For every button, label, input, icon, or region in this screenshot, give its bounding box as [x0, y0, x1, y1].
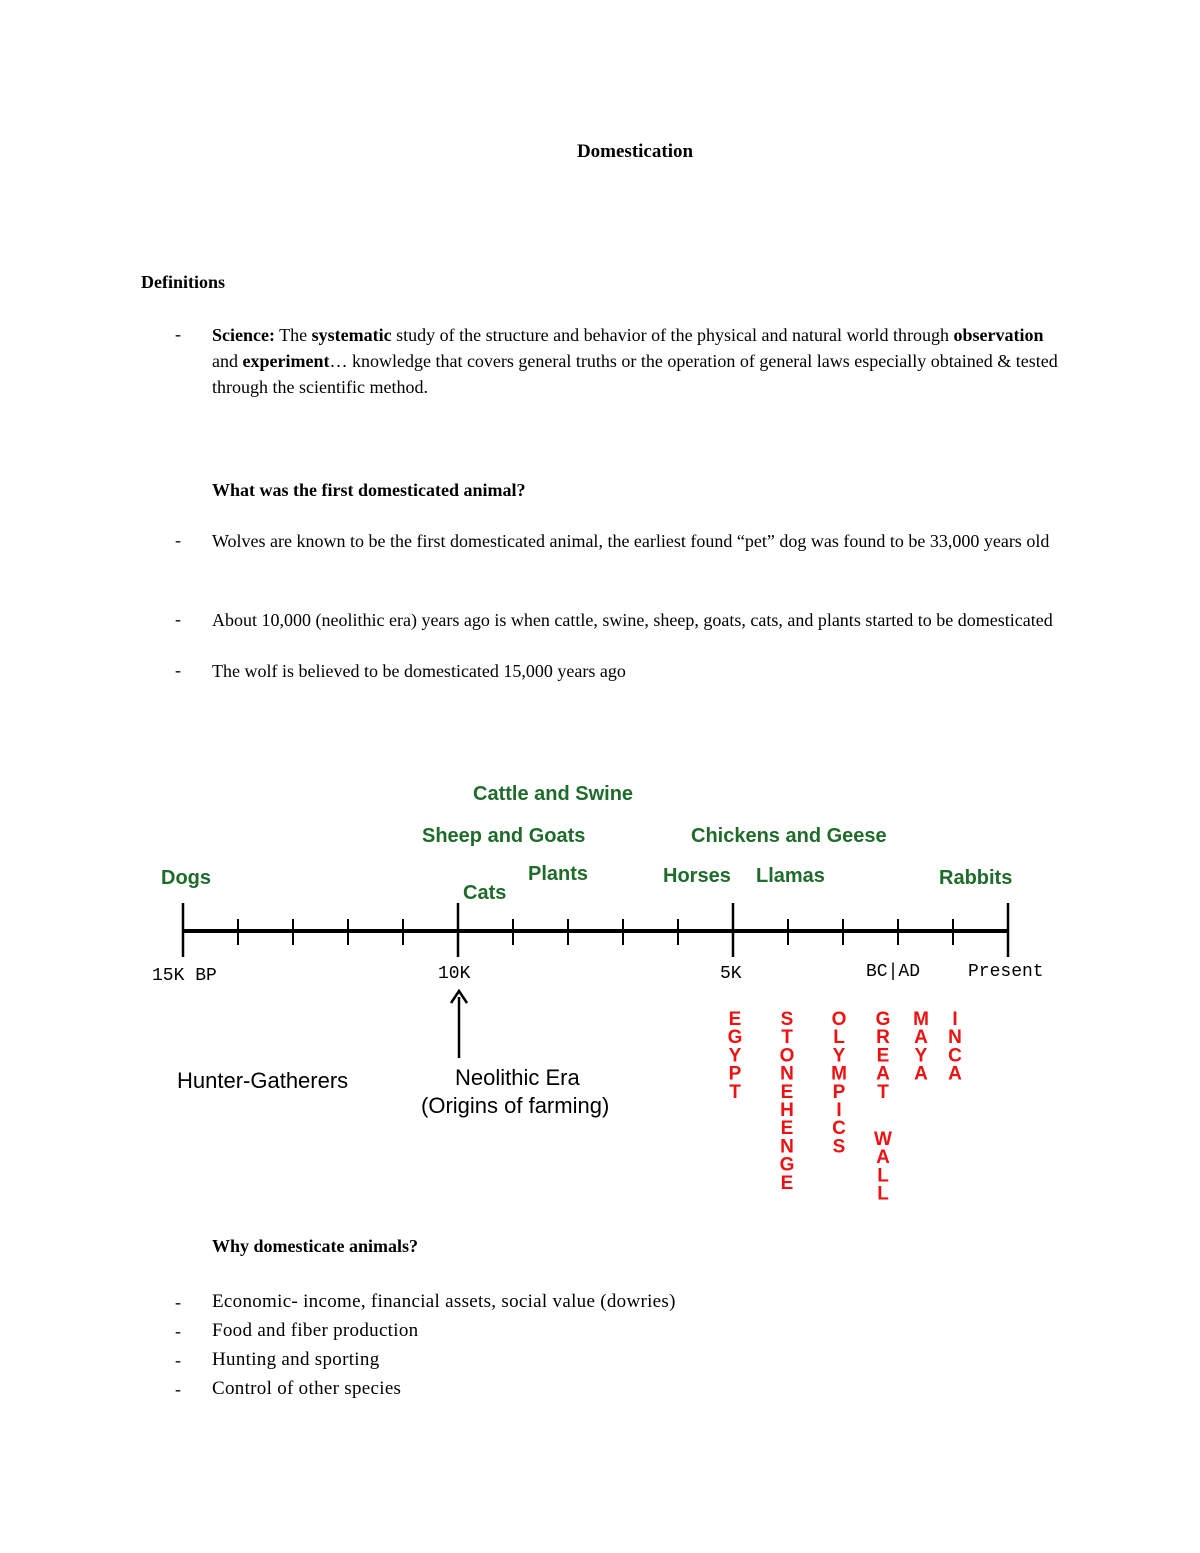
- animal-label: Cattle and Swine: [473, 783, 634, 805]
- science-term: Science:: [212, 325, 275, 345]
- event-label-wall: W A L L: [874, 1129, 892, 1205]
- era-hunter-gatherers: Hunter-Gatherers: [177, 1068, 349, 1093]
- animal-label: Cats: [463, 882, 507, 904]
- bullet-marker: -: [175, 530, 181, 550]
- bullet-marker: -: [175, 609, 181, 629]
- list-item: Hunting and sporting: [212, 1349, 380, 1370]
- axis-label-5k: 5K: [720, 964, 742, 984]
- list-item: The wolf is believed to be domesticated 15,000 years ago: [212, 661, 626, 681]
- animal-label: Sheep and Goats: [422, 825, 586, 847]
- list-item: About 10,000 (neolithic era) years ago is when cattle, swine, sheep, goats, cats, and plants started to be domesticated: [212, 610, 1053, 630]
- list-item: Wolves are known to be the first domesticated animal, the earliest found “pet” dog was found to be 33,000 years old: [212, 531, 1050, 551]
- def-keyword: observation: [953, 325, 1044, 345]
- first-animal-heading: What was the first domesticated animal?: [212, 480, 526, 500]
- def-text: and: [212, 351, 243, 371]
- axis-label-15k: 15K BP: [152, 966, 217, 986]
- animal-label: Horses: [663, 865, 731, 887]
- bullet-marker: -: [175, 1321, 181, 1341]
- science-definition: [212, 322, 1072, 400]
- domestication-timeline: [140, 775, 1070, 1215]
- page-title: Domestication: [576, 141, 694, 162]
- axis-label-bc-ad: BC|AD: [866, 962, 921, 982]
- animal-label: Plants: [528, 863, 589, 885]
- def-keyword: experiment: [242, 351, 330, 371]
- list-item: Food and fiber production: [212, 1320, 419, 1341]
- bullet-marker: -: [175, 324, 181, 344]
- animal-label: Llamas: [756, 865, 825, 887]
- event-label-maya: M A Y A: [913, 1009, 929, 1085]
- event-label-inca: I N C A: [948, 1009, 962, 1085]
- era-origins-farming: (Origins of farming): [421, 1093, 610, 1118]
- def-text: … knowledge that covers general truths or the operation of general laws especially obtained & tested through the scientific method.: [212, 351, 1058, 397]
- list-item: Economic- income, financial assets, social value (dowries): [212, 1291, 676, 1312]
- why-heading: Why domesticate animals?: [212, 1236, 418, 1256]
- list-item: Control of other species: [212, 1378, 402, 1399]
- animal-label: Dogs: [161, 867, 211, 889]
- event-label-great: G R E A T: [875, 1009, 891, 1103]
- event-label-egypt: E G Y P T: [727, 1009, 743, 1103]
- animal-label: Rabbits: [939, 867, 1013, 889]
- bullet-marker: -: [175, 1379, 181, 1399]
- def-keyword: systematic: [311, 325, 392, 345]
- axis-label-present: Present: [968, 962, 1044, 982]
- bullet-marker: -: [175, 660, 181, 680]
- axis-label-10k: 10K: [438, 964, 471, 984]
- def-text: The: [274, 325, 312, 345]
- animal-label: Chickens and Geese: [691, 825, 887, 847]
- historical-events: [728, 1009, 963, 1205]
- bullet-marker: -: [175, 1350, 181, 1370]
- definitions-heading: Definitions: [141, 272, 226, 292]
- def-text: study of the structure and behavior of the physical and natural world through: [391, 325, 954, 345]
- event-label-olympics: O L Y M P I C S: [831, 1009, 847, 1158]
- event-label-stonehenge: S T O N E H E N G E: [779, 1009, 795, 1194]
- bullet-marker: -: [175, 1292, 181, 1312]
- era-neolithic: Neolithic Era: [455, 1065, 580, 1090]
